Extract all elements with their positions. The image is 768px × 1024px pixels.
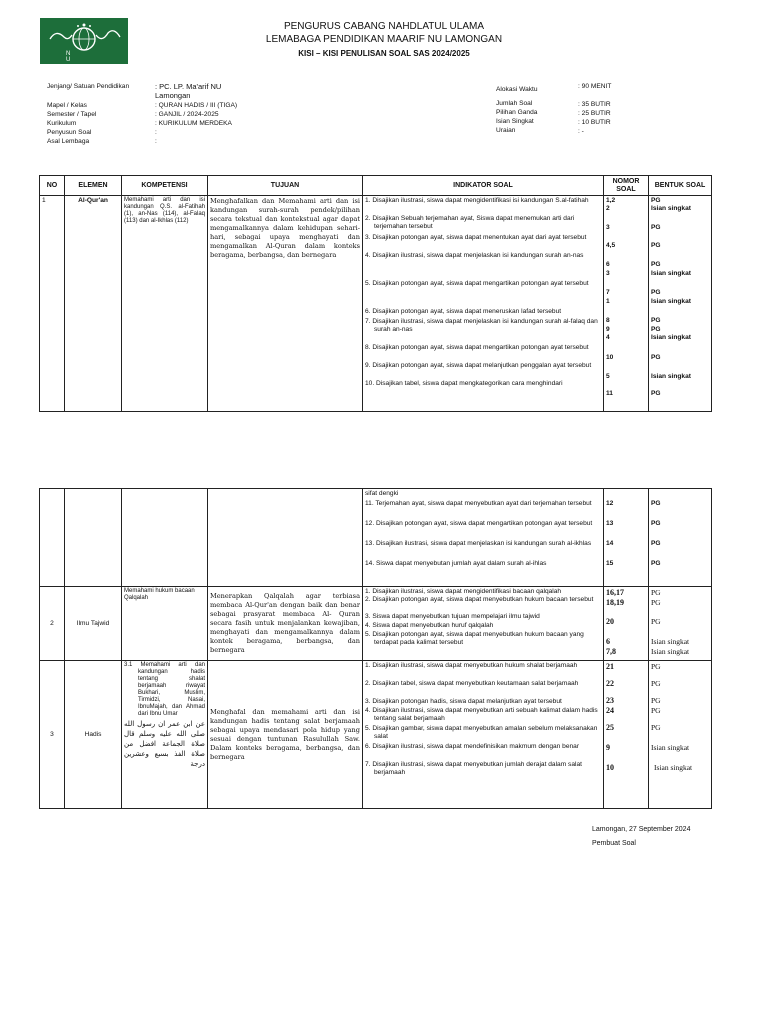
meta-left-values [155,82,295,146]
bentuk-item: PG [651,261,661,268]
bentuk-item: Isian singkat [651,743,690,752]
bentuk-item: PG [651,500,661,507]
indikator-item: 2. Disajikan Sebuah terjemahan ayat, Siswa dapat menemukan arti dari terjemahan tersebut [365,215,575,230]
row-kompetensi [122,661,208,809]
bentuk-item: PG [651,540,661,547]
signature-role: Pembuat Soal [592,840,636,847]
nomor-item: 6 [606,637,610,646]
indikator-item: 2. Disajikan tabel, siswa dapat menyebutkan keutamaan salat berjamaah [365,680,579,687]
indikator-item: 6. Disajikan ilustrasi, siswa dapat mendefinisikan makmum dengan benar [365,743,580,750]
row-elemen: Ilmu Tajwid [65,587,122,661]
indikator-item: 5. Disajikan potongan ayat, siswa dapat mengartikan potongan ayat tersebut [365,280,589,287]
bentuk-item: PG [651,289,661,296]
indikator-item: 14. Siswa dapat menyebutan jumlah ayat dalam surah al-ihlas [365,560,547,567]
row-no: 1 [40,196,65,412]
nomor-item: 4,5 [606,242,616,249]
indikator-item: 4. Siswa dapat menyebutkan huruf qalqalah [365,622,494,629]
row-bentuk [649,587,712,661]
row-tujuan: Menerapkan Qalqalah agar terbiasa membaca Al-Qur'an dengan baik dan benar sebagai prasyarat membaca Al- Quran secara fasih untuk menjalankan kewajiban, menghayati dan mengamalkannya dalam kontek beragama, berbangsa, dan bernegara [208,587,363,661]
nomor-item: 8 [606,317,610,324]
bentuk-item: PG [651,242,661,249]
meta-label: Semester / Tapel [47,111,97,118]
nomor-item: 4 [606,334,610,341]
nomor-item: 14 [606,540,614,547]
meta-label: Isian Singkat [496,118,534,125]
meta-label: Kurikulum [47,120,77,127]
indikator-item: 4. Disajikan ilustrasi, siswa dapat menyebutkan arti sebuah kalimat dalam hadis tentang salat berjamaah [365,707,598,722]
row-nomor [604,489,649,587]
meta-value: : 10 BUTIR [578,119,611,126]
nomor-item: 9 [606,743,610,752]
row-indikator [363,661,604,809]
row-indikator [363,587,604,661]
nomor-item: 24 [606,706,614,715]
indikator-item: 11. Terjemahan ayat, siswa dapat menyebutkan ayat dari terjemahan tersebut [365,500,592,507]
nomor-item: 6 [606,261,610,268]
meta-label: Asal Lembaga [47,138,90,145]
row-no: 3 [40,661,65,809]
bentuk-item: PG [651,617,661,626]
indikator-item: 8. Disajikan potongan ayat, siswa dapat mengartikan potongan ayat tersebut [365,344,589,351]
meta-label: Jenjang/ Satuan Pendidikan [47,83,130,90]
nomor-item: 1 [606,298,610,305]
meta-value: : 25 BUTIR [578,110,611,117]
meta-value: : 90 MENIT [578,83,612,90]
meta-value: : [155,138,157,145]
nomor-item: 10 [606,354,614,361]
row-bentuk [649,196,712,412]
nomor-item: 16,17 [606,588,624,597]
bentuk-item: Isian singkat [651,647,690,656]
meta-right-labels [496,85,576,135]
col-header: ELEMEN [65,176,122,196]
indikator-item: 6. Disajikan potongan ayat, siswa dapat meneruskan lafad tersebut [365,308,562,315]
bentuk-item: PG [651,706,661,715]
indikator-item: 3. Siswa dapat menyebutkan tujuan mempelajari ilmu tajwid [365,613,540,620]
nomor-item: 15 [606,560,614,567]
row-elemen: Al-Qur'an [65,196,122,412]
nomor-item: 9 [606,326,610,333]
meta-label: Jumlah Soal [496,100,533,107]
meta-left-labels [47,82,157,146]
bentuk-item: PG [651,317,661,324]
meta-value: : - [578,128,584,135]
bentuk-item: Isian singkat [651,205,691,212]
nomor-item: 18,19 [606,598,624,607]
bentuk-item: PG [651,662,661,671]
meta-value: : GANJIL / 2024-2025 [155,111,219,118]
bentuk-item: Isian singkat [654,763,693,772]
table-row [40,661,712,809]
row-elemen: Hadis [65,661,122,809]
meta-value: : [155,129,157,136]
header-line-1: PENGURUS CABANG NAHDLATUL ULAMA [283,21,485,32]
indikator-item: 7. Disajikan ilustrasi, siswa dapat menjelaskan isi kandungan surah al-falaq dan surah an-nas [365,318,598,333]
bentuk-item: PG [651,588,661,597]
meta-label: Uraian [496,127,516,134]
bentuk-item: PG [651,598,661,607]
row-tujuan: Menghafalkan dan Memahami arti dan isi kandungan surah-surah pendek/pilihan secara tekstual dan kontekstual agar dapat mengamalkannya dalam kehidupan sehari-hari, sebagai upaya menghayati dan mengamalkan Al-Quran dalam konteks beragama, berbangsa, dan bernegara [208,196,363,412]
nomor-item: 13 [606,520,614,527]
meta-label: Penyusun Soal [47,129,92,136]
nomor-item: 25 [606,723,614,732]
nomor-item: 3 [606,224,610,231]
bentuk-item: PG [651,197,661,204]
indikator-item: 4. Disajikan ilustrasi, siswa dapat menjelaskan isi kandungan surah an-nas [365,252,584,259]
row-kompetensi: Memahami arti dan isi kandungan Q.S. al-Fatihah (1), an-Nas (114), al-Falaq (113) dan al-Ikhlas (112) [122,196,208,412]
table-header-row [40,176,712,196]
bentuk-item: PG [651,679,661,688]
row-bentuk [649,661,712,809]
row-no: 2 [40,587,65,661]
row-indikator [363,489,604,587]
col-header: BENTUK SOAL [649,176,712,196]
table-row-continued [40,489,712,587]
meta-label: Pilihan Ganda [496,109,538,116]
row-bentuk [649,489,712,587]
kompetensi-text: 3.1 Memahami arti dan kandungan hadis tentang shalat berjamaah riwayat Bukhari, Muslim, Tirmidzi, Nasai, IbnuMajah, dan Ahmad dari Ibnu Umar [124,662,205,717]
indikator-item: 9. Disajikan potongan ayat, siswa dapat melanjutkan penggalan ayat tersebut [365,362,592,369]
meta-label: Mapel / Kelas [47,102,87,109]
indikator-item: 13. Disajikan ilustrasi, siswa dapat menjelaskan isi kandungan surah al-ikhlas [365,540,592,547]
nomor-item: 20 [606,617,614,626]
kisi-table-page-2 [39,488,712,809]
row-indikator [363,196,604,412]
meta-value: : PC. LP. Ma'arif NU Lamongan [155,82,222,100]
logo-letters: N U [66,51,93,63]
col-header: NO [40,176,65,196]
nomor-item: 7 [606,289,610,296]
indikator-item: 1. Disajikan ilustrasi, siswa dapat mengidentifikasi isi kandungan S.al-fatihah [365,197,589,204]
nomor-item: 1,2 [606,197,616,204]
indikator-item: 3. Disajikan potongan hadis, siswa dapat melanjutkan ayat tersebut [365,698,562,705]
bentuk-item: PG [651,520,661,527]
nomor-item: 21 [606,662,614,671]
indikator-item: 2. Disajikan potongan ayat, siswa dapat menyebutkan hukum bacaan tersebut [365,596,594,603]
nomor-item: 22 [606,679,614,688]
row-nomor [604,661,649,809]
bentuk-item: PG [651,224,661,231]
meta-right-values [578,82,658,136]
signature-place-date: Lamongan, 27 September 2024 [592,826,691,833]
nomor-item: 11 [606,390,613,397]
nomor-item: 12 [606,500,614,507]
indikator-item: 5. Disajikan potongan ayat, siswa dapat menyebutkan hukum bacaan yang terdapat pada kalimat tersebut [365,631,584,646]
bentuk-item: Isian singkat [651,334,691,341]
indikator-item: 5. Disajikan gambar, siswa dapat menyebutkan amalan sebelum melaksanakan salat [365,725,598,740]
bentuk-item: PG [651,696,661,705]
header-line-2: LEMABAGA PENDIDIKAN MAARIF NU LAMONGAN [265,34,503,45]
meta-label: Alokasi Waktu [496,86,538,93]
bentuk-item: PG [651,560,661,567]
indikator-item: 1. Disajikan ilustrasi, siswa dapat menyebutkan hukum shalat berjamaah [365,662,578,669]
nomor-item: 23 [606,696,614,705]
meta-value: : 35 BUTIR [578,101,611,108]
row-tujuan: Menghafal dan memahami arti dan isi kandungan hadis tentang salat berjamaah sebagai upaya mendasari pola hidup yang sesuai dengan tuntunan Rasulullah Saw. Dalam konteks beragama, berbangsa, dan bernegara [208,661,363,809]
nomor-item: 10 [606,763,614,772]
nomor-item: 2 [606,205,610,212]
col-header: KOMPETENSI [122,176,208,196]
bentuk-item: Isian singkat [651,270,691,277]
meta-value: : QURAN HADIS / III (TIGA) [155,102,238,109]
indikator-item: sifat dengki [365,490,399,497]
row-nomor [604,587,649,661]
header-line-3: KISI – KISI PENULISAN SOAL SAS 2024/2025 [298,49,470,58]
table-row [40,196,712,412]
indikator-item: 12. Disajikan potongan ayat, siswa dapat mengartikan potongan ayat tersebut [365,520,593,527]
nomor-item: 5 [606,373,610,380]
row-kompetensi: Memahami hukum bacaan Qalqalah [122,587,208,661]
bentuk-item: Isian singkat [651,637,690,646]
bentuk-item: Isian singkat [651,298,691,305]
bentuk-item: PG [651,390,661,397]
bentuk-item: PG [651,326,661,333]
nomor-item: 7,8 [606,647,616,656]
col-header: TUJUAN [208,176,363,196]
indikator-item: 3. Disajikan potongan ayat, siswa dapat menentukan ayat dari ayat tersebut [365,234,587,241]
indikator-item: 10. Disajikan tabel, siswa dapat mengkategorikan cara menghindari [365,380,563,387]
table-row [40,587,712,661]
bentuk-item: PG [651,723,661,732]
row-nomor [604,196,649,412]
bentuk-item: Isian singkat [651,373,691,380]
indikator-item: 7. Disajikan ilustrasi, siswa dapat menyebutkan jumlah derajat dalam salat berjamaah [365,761,582,776]
col-header: NOMOR SOAL [604,176,649,196]
nomor-item: 3 [606,270,610,277]
kisi-table-page-1 [39,175,712,412]
indikator-item: 1. Disajikan ilustrasi, siswa dapat mengidentifikasi bacaan qalqalah [365,588,562,595]
bentuk-item: PG [651,354,661,361]
kompetensi-arabic: عن ابن عمر ان رسول الله صلى الله عليه وسلم قال صلاة الجماعة افضل من صلاة الفذ بسبع وعشرين درجة [124,720,205,768]
col-header: INDIKATOR SOAL [363,176,604,196]
meta-value: : KURIKULUM MERDEKA [155,120,232,127]
